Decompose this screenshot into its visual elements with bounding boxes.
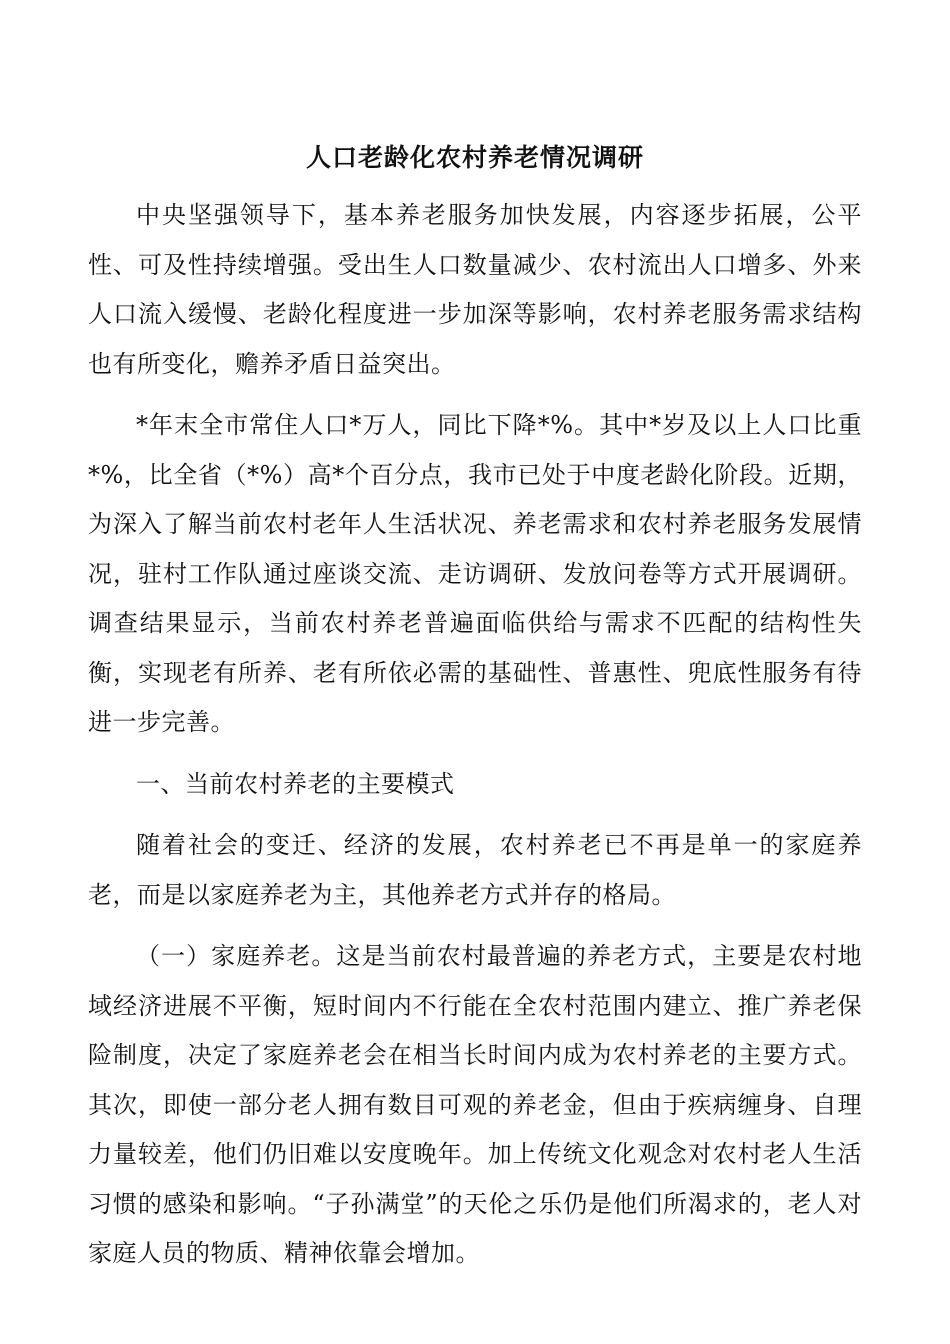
paragraph-statistics: *年末全市常住人口*万人，同比下降*%。其中*岁及以上人口比重*%，比全省（*%）高*个百分点，我市已处于中度老龄化阶段。近期，为深入了解当前农村老年人生活状况、养老需求和农村养老服务发展情况，驻村工作队通过座谈交流、走访调研、发放问卷等方式开展调研。调查结果显示，当前农村养老普遍面临供给与需求不匹配的结构性失衡，实现老有所养、老有所依必需的基础性、普惠性、兜底性服务有待进一步完善。	[88, 411, 862, 736]
paragraph-pattern: 随着社会的变迁、经济的发展，农村养老已不再是单一的家庭养老，而是以家庭养老为主，其他养老方式并存的格局。	[88, 831, 862, 909]
paragraph-family-care: （一）家庭养老。这是当前农村最普遍的养老方式，主要是农村地域经济进展不平衡，短时间内不行能在全农村范围内建立、推广养老保险制度，决定了家庭养老会在相当长时间内成为农村养老的主要方式。其次，即使一部分老人拥有数目可观的养老金，但由于疾病缠身、自理力量较差，他们仍旧难以安度晚年。加上传统文化观念对农村老人生活习惯的感染和影响。“子孙满堂”的天伦之乐仍是他们所渴求的，老人对家庭人员的物质、精神依靠会增加。	[88, 942, 862, 1267]
document-page	[88, 138, 862, 1279]
paragraph-intro: 中央坚强领导下，基本养老服务加快发展，内容逐步拓展，公平性、可及性持续增强。受出生人口数量减少、农村流出人口增多、外来人口流入缓慢、老龄化程度进一步加深等影响，农村养老服务需求结构也有所变化，赡养矛盾日益突出。	[88, 201, 862, 378]
document-title: 人口老龄化农村养老情况调研	[305, 143, 644, 172]
section-heading: 一、当前农村养老的主要模式	[136, 769, 455, 798]
